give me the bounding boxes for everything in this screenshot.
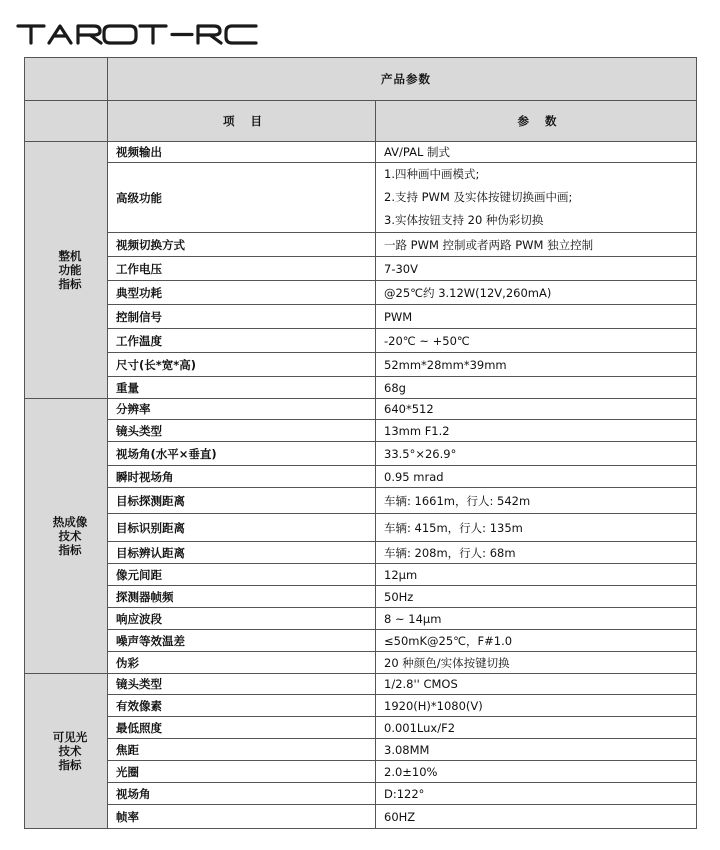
spec-name: 帧率: [108, 805, 376, 829]
spec-name: 镜头类型: [108, 420, 376, 442]
spec-value: 2.0±10%: [376, 761, 697, 783]
spec-name: 视频输出: [108, 142, 376, 163]
spec-name: 控制信号: [108, 305, 376, 329]
spec-value: 8 ~ 14μm: [376, 608, 697, 630]
group-label-line: 指标: [58, 543, 82, 557]
spec-name: 工作温度: [108, 329, 376, 353]
group-label-line: 技术: [58, 744, 82, 758]
spec-name: 噪声等效温差: [108, 630, 376, 652]
table-row: [25, 542, 697, 564]
table-row: [25, 281, 697, 305]
group-label: [25, 142, 108, 399]
spec-value-line: 3.实体按钮支持 20 种伪彩切换: [384, 213, 544, 227]
group-label: [25, 674, 108, 829]
spec-value: 7-30V: [376, 257, 697, 281]
table-row: [25, 442, 697, 466]
table-title-row: [25, 58, 697, 101]
table-row: [25, 233, 697, 257]
table-row: [25, 353, 697, 377]
spec-value: 640*512: [376, 399, 697, 420]
spec-value: 60HZ: [376, 805, 697, 829]
spec-name: 视频切换方式: [108, 233, 376, 257]
spec-name: 响应波段: [108, 608, 376, 630]
table-row: [25, 329, 697, 353]
group-label-line: 技术: [58, 529, 82, 543]
spec-name: 工作电压: [108, 257, 376, 281]
table-row: [25, 652, 697, 674]
table-row: [25, 399, 697, 420]
column-header-param: 参 数: [376, 101, 697, 142]
spec-name: 分辨率: [108, 399, 376, 420]
table-row: [25, 717, 697, 739]
table-row: [25, 564, 697, 586]
group-label: [25, 399, 108, 674]
group-label-line: 整机: [58, 249, 82, 263]
table-row: [25, 739, 697, 761]
table-row: [25, 142, 697, 163]
column-header-item: 项 目: [108, 101, 376, 142]
table-row: [25, 761, 697, 783]
spec-name: 尺寸(长*宽*高): [108, 353, 376, 377]
spec-value-line: 1.四种画中画模式;: [384, 167, 480, 181]
group-label-line: 可见光: [52, 730, 88, 744]
table-row: [25, 377, 697, 399]
spec-value: 13mm F1.2: [376, 420, 697, 442]
table-row: [25, 488, 697, 514]
spec-value: -20℃ ~ +50℃: [376, 329, 697, 353]
product-spec-table: [24, 57, 697, 829]
spec-name: 视场角: [108, 783, 376, 805]
column-header-row: [25, 101, 697, 142]
spec-name: 最低照度: [108, 717, 376, 739]
spec-value: PWM: [376, 305, 697, 329]
table-row: [25, 674, 697, 695]
spec-value: 20 种颜色/实体按键切换: [376, 652, 697, 674]
spec-value: AV/PAL 制式: [376, 142, 697, 163]
table-title: 产品参数: [108, 58, 697, 101]
spec-name: 目标识别距离: [108, 514, 376, 542]
spec-value: 50Hz: [376, 586, 697, 608]
spec-value: 0.95 mrad: [376, 466, 697, 488]
spec-value: [376, 163, 697, 233]
table-row: [25, 163, 697, 233]
spec-value: 车辆: 1661m，行人: 542m: [376, 488, 697, 514]
spec-value-line: 2.支持 PWM 及实体按键切换画中画;: [384, 190, 573, 204]
spec-name: 镜头类型: [108, 674, 376, 695]
spec-value: @25℃约 3.12W(12V,260mA): [376, 281, 697, 305]
spec-name: 伪彩: [108, 652, 376, 674]
table-row: [25, 608, 697, 630]
spec-value: 1/2.8'' CMOS: [376, 674, 697, 695]
spec-value: 一路 PWM 控制或者两路 PWM 独立控制: [376, 233, 697, 257]
spec-value: 3.08MM: [376, 739, 697, 761]
spec-name: 像元间距: [108, 564, 376, 586]
group-label-line: 指标: [58, 758, 82, 772]
spec-name: 目标探测距离: [108, 488, 376, 514]
spec-name: 目标辨认距离: [108, 542, 376, 564]
spec-name: 探测器帧频: [108, 586, 376, 608]
table-row: [25, 305, 697, 329]
spec-value: 0.001Lux/F2: [376, 717, 697, 739]
table-row: [25, 257, 697, 281]
spec-value: 52mm*28mm*39mm: [376, 353, 697, 377]
spec-name: 光圈: [108, 761, 376, 783]
table-row: [25, 695, 697, 717]
table-row: [25, 514, 697, 542]
table-row: [25, 466, 697, 488]
spec-value: D:122°: [376, 783, 697, 805]
group-label-line: 热成像: [52, 515, 88, 529]
spec-value: 33.5°×26.9°: [376, 442, 697, 466]
spec-name: 重量: [108, 377, 376, 399]
table-row: [25, 586, 697, 608]
spec-name: 有效像素: [108, 695, 376, 717]
spec-value: 车辆: 208m，行人: 68m: [376, 542, 697, 564]
spec-value: 12μm: [376, 564, 697, 586]
table-row: [25, 783, 697, 805]
spec-value: ≤50mK@25℃，F#1.0: [376, 630, 697, 652]
table-row: [25, 420, 697, 442]
spec-value: 68g: [376, 377, 697, 399]
corner-cell: [25, 101, 108, 142]
corner-cell: [25, 58, 108, 101]
spec-name: 焦距: [108, 739, 376, 761]
spec-name: 瞬时视场角: [108, 466, 376, 488]
spec-name: 典型功耗: [108, 281, 376, 305]
group-label-line: 指标: [58, 277, 82, 291]
spec-value: 1920(H)*1080(V): [376, 695, 697, 717]
spec-name: 高级功能: [108, 163, 376, 233]
table-row: [25, 805, 697, 829]
table-row: [25, 630, 697, 652]
tarot-rc-logo: [16, 22, 266, 46]
spec-name: 视场角(水平×垂直): [108, 442, 376, 466]
group-label-line: 功能: [58, 263, 82, 277]
spec-value: 车辆: 415m，行人: 135m: [376, 514, 697, 542]
